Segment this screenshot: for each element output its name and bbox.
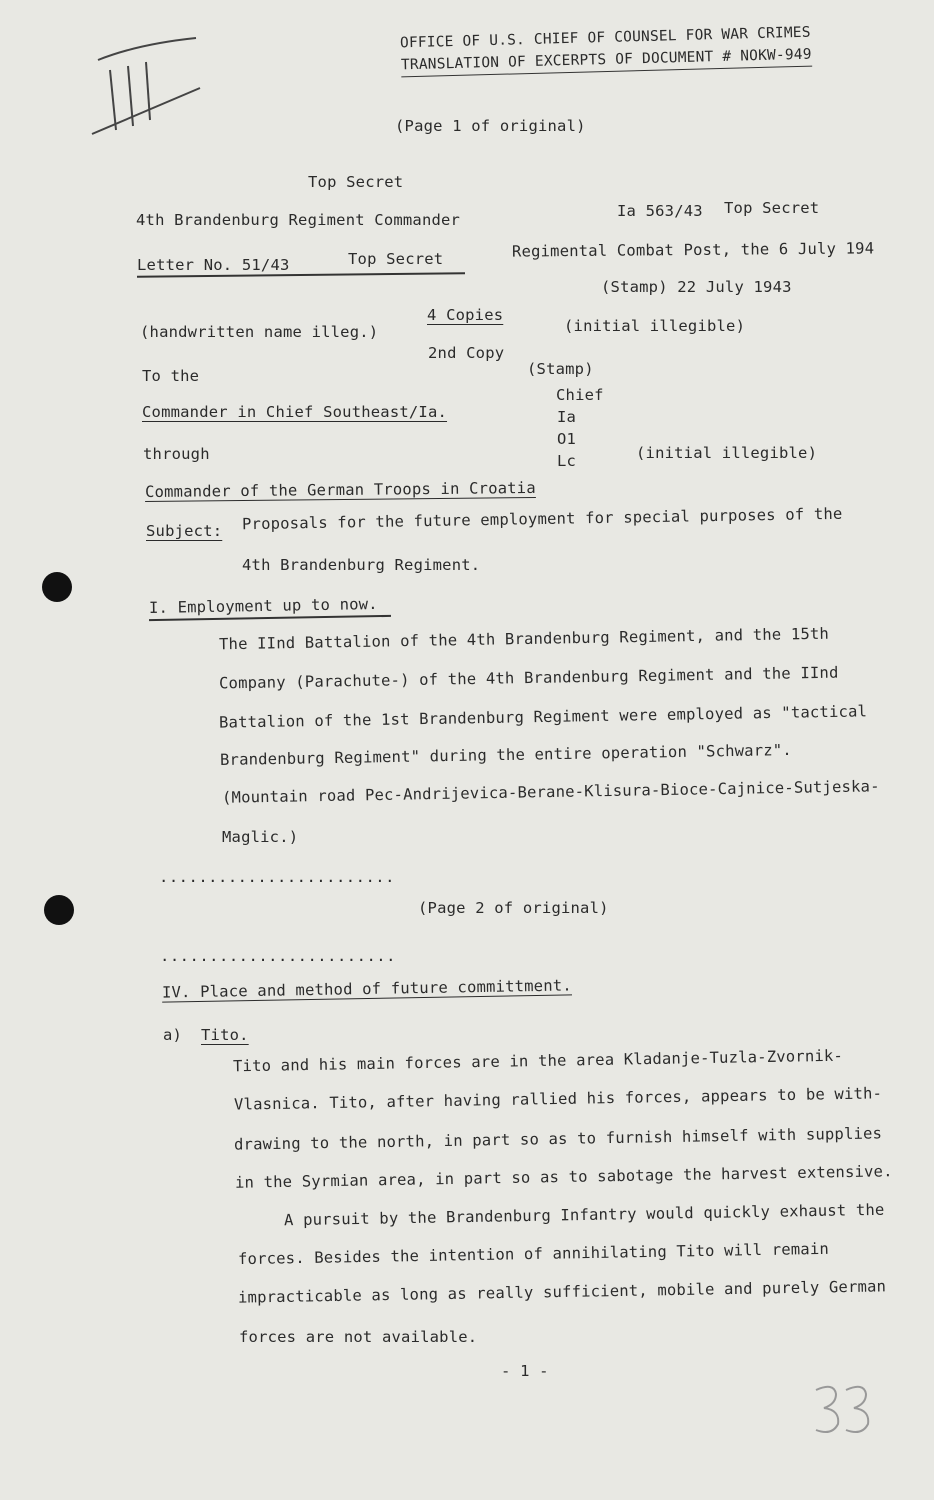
section-4-line: Vlasnica. Tito, after having rallied his forces, appears to be with- xyxy=(233,1084,883,1114)
letter-number: Letter No. 51/43 xyxy=(137,256,290,274)
section-4-line: impracticable as long as really sufficient, mobile and purely German xyxy=(237,1277,887,1307)
addressee-german-troops: Commander of the German Troops in Croatia xyxy=(144,478,536,502)
section-1-heading: I. Employment up to now. xyxy=(148,595,378,617)
page1-label: (Page 1 of original) xyxy=(395,117,586,135)
subject-line-2: 4th Brandenburg Regiment. xyxy=(242,556,481,574)
stamp-label: (Stamp) xyxy=(527,360,594,378)
handwritten-page-number xyxy=(808,1380,878,1440)
margin-mark-III xyxy=(88,30,218,140)
top-secret-center: Top Secret xyxy=(308,173,404,191)
addressee-commander-in-chief: Commander in Chief Southeast/Ia. xyxy=(142,403,448,421)
subsection-a-label: a) xyxy=(163,1026,183,1044)
punch-hole-top xyxy=(42,572,72,602)
translation-header: TRANSLATION OF EXCERPTS OF DOCUMENT # NOKW-949 xyxy=(401,47,812,78)
section-1-line: Company (Parachute-) of the 4th Brandenburg Regiment and the IInd xyxy=(218,663,839,693)
section-1-line: The IInd Battalion of the 4th Brandenburg Regiment, and the 15th xyxy=(218,624,830,654)
section-4-line: forces. Besides the intention of annihilating Tito will remain xyxy=(237,1239,830,1269)
letter-top-secret: Top Secret xyxy=(348,250,444,268)
ia-top-secret: Top Secret xyxy=(724,199,820,217)
stamp-lc: Lc xyxy=(557,452,577,470)
copies-count: 4 Copies xyxy=(427,306,504,324)
stamp-chief: Chief xyxy=(556,386,604,404)
section-4-line: Tito and his main forces are in the area Kladanje-Tuzla-Zvornik- xyxy=(232,1046,844,1076)
regiment-commander: 4th Brandenburg Regiment Commander xyxy=(136,211,461,229)
copy-number: 2nd Copy xyxy=(428,344,505,362)
through-label: through xyxy=(143,445,210,463)
punch-hole-bottom xyxy=(44,895,74,925)
page2-label: (Page 2 of original) xyxy=(418,899,609,917)
subject-label: Subject: xyxy=(146,522,223,540)
section-1-line: Battalion of the 1st Brandenburg Regiment were employed as "tactical xyxy=(218,702,868,732)
stamp-ia: Ia xyxy=(557,408,577,426)
initial-illegible-2: (initial illegible) xyxy=(636,444,818,462)
subsection-a-title: Tito. xyxy=(201,1026,249,1044)
section-1-line: Maglic.) xyxy=(222,828,299,846)
section-4-line: drawing to the north, in part so as to furnish himself with supplies xyxy=(233,1124,883,1154)
office-header: OFFICE OF U.S. CHIEF OF COUNSEL FOR WAR CRIMES xyxy=(399,24,811,52)
section-1-line: Brandenburg Regiment" during the entire operation "Schwarz". xyxy=(219,741,793,769)
stamp-date: (Stamp) 22 July 1943 xyxy=(601,278,792,296)
section-4-heading: IV. Place and method of future committment. xyxy=(161,976,573,1002)
section-4-line: A pursuit by the Brandenburg Infantry would quickly exhaust the xyxy=(283,1200,885,1230)
handwritten-name-note: (handwritten name illeg.) xyxy=(140,323,379,341)
section-4-line: in the Syrmian area, in part so as to sabotage the harvest extensive. xyxy=(234,1162,893,1192)
stamp-o1: O1 xyxy=(557,430,577,448)
initial-illegible-1: (initial illegible) xyxy=(564,317,746,335)
ia-reference: Ia 563/43 xyxy=(617,202,703,220)
to-the: To the xyxy=(142,367,200,385)
ellipsis-separator: ........................ xyxy=(159,868,395,886)
combat-post-line: Regimental Combat Post, the 6 July 194 xyxy=(511,239,875,261)
section-1-line: (Mountain road Pec-Andrijevica-Berane-Klisura-Bioce-Cajnice-Sutjeska- xyxy=(221,777,880,807)
ellipsis-separator: ........................ xyxy=(160,947,396,965)
subject-line-1: Proposals for the future employment for special purposes of the xyxy=(241,504,843,534)
section-4-line: forces are not available. xyxy=(239,1328,478,1346)
page-footer-number: - 1 - xyxy=(501,1362,549,1380)
